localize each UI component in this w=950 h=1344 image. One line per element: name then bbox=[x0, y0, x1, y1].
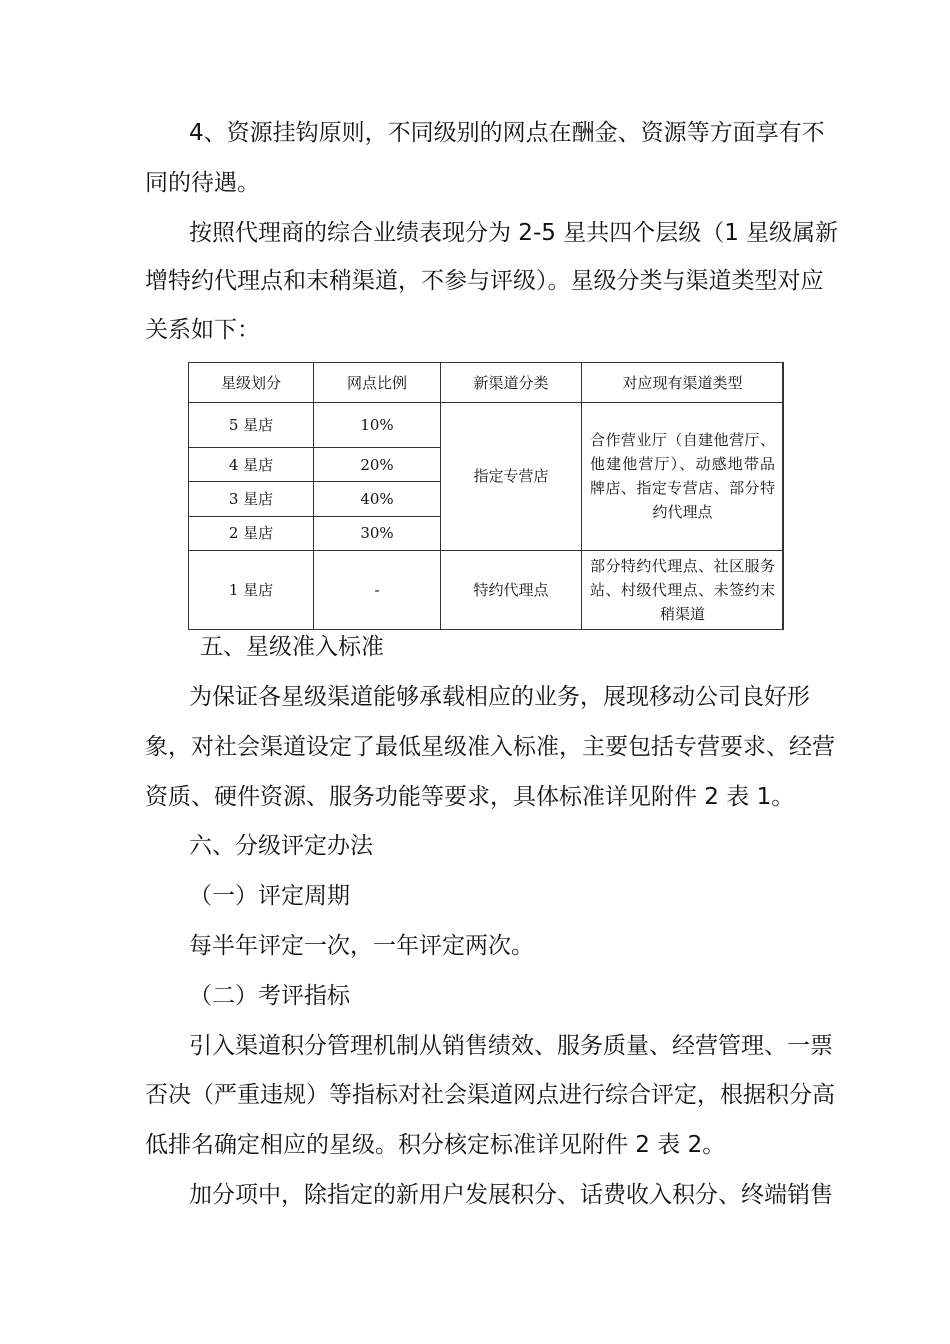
table-border-shadow bbox=[782, 362, 784, 630]
paragraph-line: 4、资源挂钩原则，不同级别的网点在酬金、资源等方面享有不 bbox=[189, 120, 825, 146]
paragraph-line: 象，对社会渠道设定了最低星级准入标准，主要包括专营要求、经营 bbox=[145, 734, 835, 760]
header-ratio: 网点比例 bbox=[314, 363, 441, 403]
table-header-row bbox=[189, 363, 784, 403]
cell-star: 4 星店 bbox=[189, 448, 314, 482]
section-heading: 六、分级评定办法 bbox=[189, 833, 373, 859]
subsection-heading: （一）评定周期 bbox=[189, 883, 350, 909]
paragraph-line: 关系如下： bbox=[145, 317, 260, 343]
paragraph-line: 否决（严重违规）等指标对社会渠道网点进行综合评定，根据积分高 bbox=[145, 1082, 835, 1108]
cell-ratio: 10% bbox=[314, 403, 441, 448]
cell-ratio: 30% bbox=[314, 516, 441, 550]
header-star-level: 星级划分 bbox=[189, 363, 314, 403]
paragraph-line: 资质、硬件资源、服务功能等要求，具体标准详见附件 2 表 1。 bbox=[145, 784, 795, 810]
cell-star: 3 星店 bbox=[189, 482, 314, 516]
cell-category: 指定专营店 bbox=[441, 403, 582, 551]
paragraph-line: 低排名确定相应的星级。积分核定标准详见附件 2 表 2。 bbox=[145, 1132, 726, 1158]
paragraph-line: 同的待遇。 bbox=[145, 170, 260, 196]
cell-star: 2 星店 bbox=[189, 516, 314, 550]
subsection-heading: （二）考评指标 bbox=[189, 983, 350, 1009]
table-row bbox=[189, 550, 784, 629]
header-existing-types: 对应现有渠道类型 bbox=[582, 363, 784, 403]
paragraph-line: 加分项中，除指定的新用户发展积分、话费收入积分、终端销售 bbox=[189, 1182, 833, 1208]
cell-category: 特约代理点 bbox=[441, 550, 582, 629]
cell-types: 部分特约代理点、社区服务站、村级代理点、未签约末稍渠道 bbox=[582, 550, 784, 629]
cell-ratio: 20% bbox=[314, 448, 441, 482]
cell-star: 5 星店 bbox=[189, 403, 314, 448]
paragraph-line: 按照代理商的综合业绩表现分为 2-5 星共四个层级（1 星级属新 bbox=[189, 220, 839, 246]
paragraph-line: 每半年评定一次，一年评定两次。 bbox=[189, 933, 534, 959]
paragraph-line: 为保证各星级渠道能够承载相应的业务，展现移动公司良好形 bbox=[189, 684, 810, 710]
section-heading: 五、星级准入标准 bbox=[200, 634, 384, 660]
paragraph-line: 增特约代理点和末稍渠道，不参与评级）。星级分类与渠道类型对应 bbox=[145, 268, 824, 294]
cell-ratio: - bbox=[314, 550, 441, 629]
cell-ratio: 40% bbox=[314, 482, 441, 516]
header-new-category: 新渠道分类 bbox=[441, 363, 582, 403]
table-row bbox=[189, 403, 784, 448]
cell-star: 1 星店 bbox=[189, 550, 314, 629]
cell-types: 合作营业厅（自建他营厅、他建他营厅）、动感地带品牌店、指定专营店、部分特约代理点 bbox=[582, 403, 784, 551]
star-level-table bbox=[188, 362, 784, 630]
paragraph-line: 引入渠道积分管理机制从销售绩效、服务质量、经营管理、一票 bbox=[189, 1033, 833, 1059]
